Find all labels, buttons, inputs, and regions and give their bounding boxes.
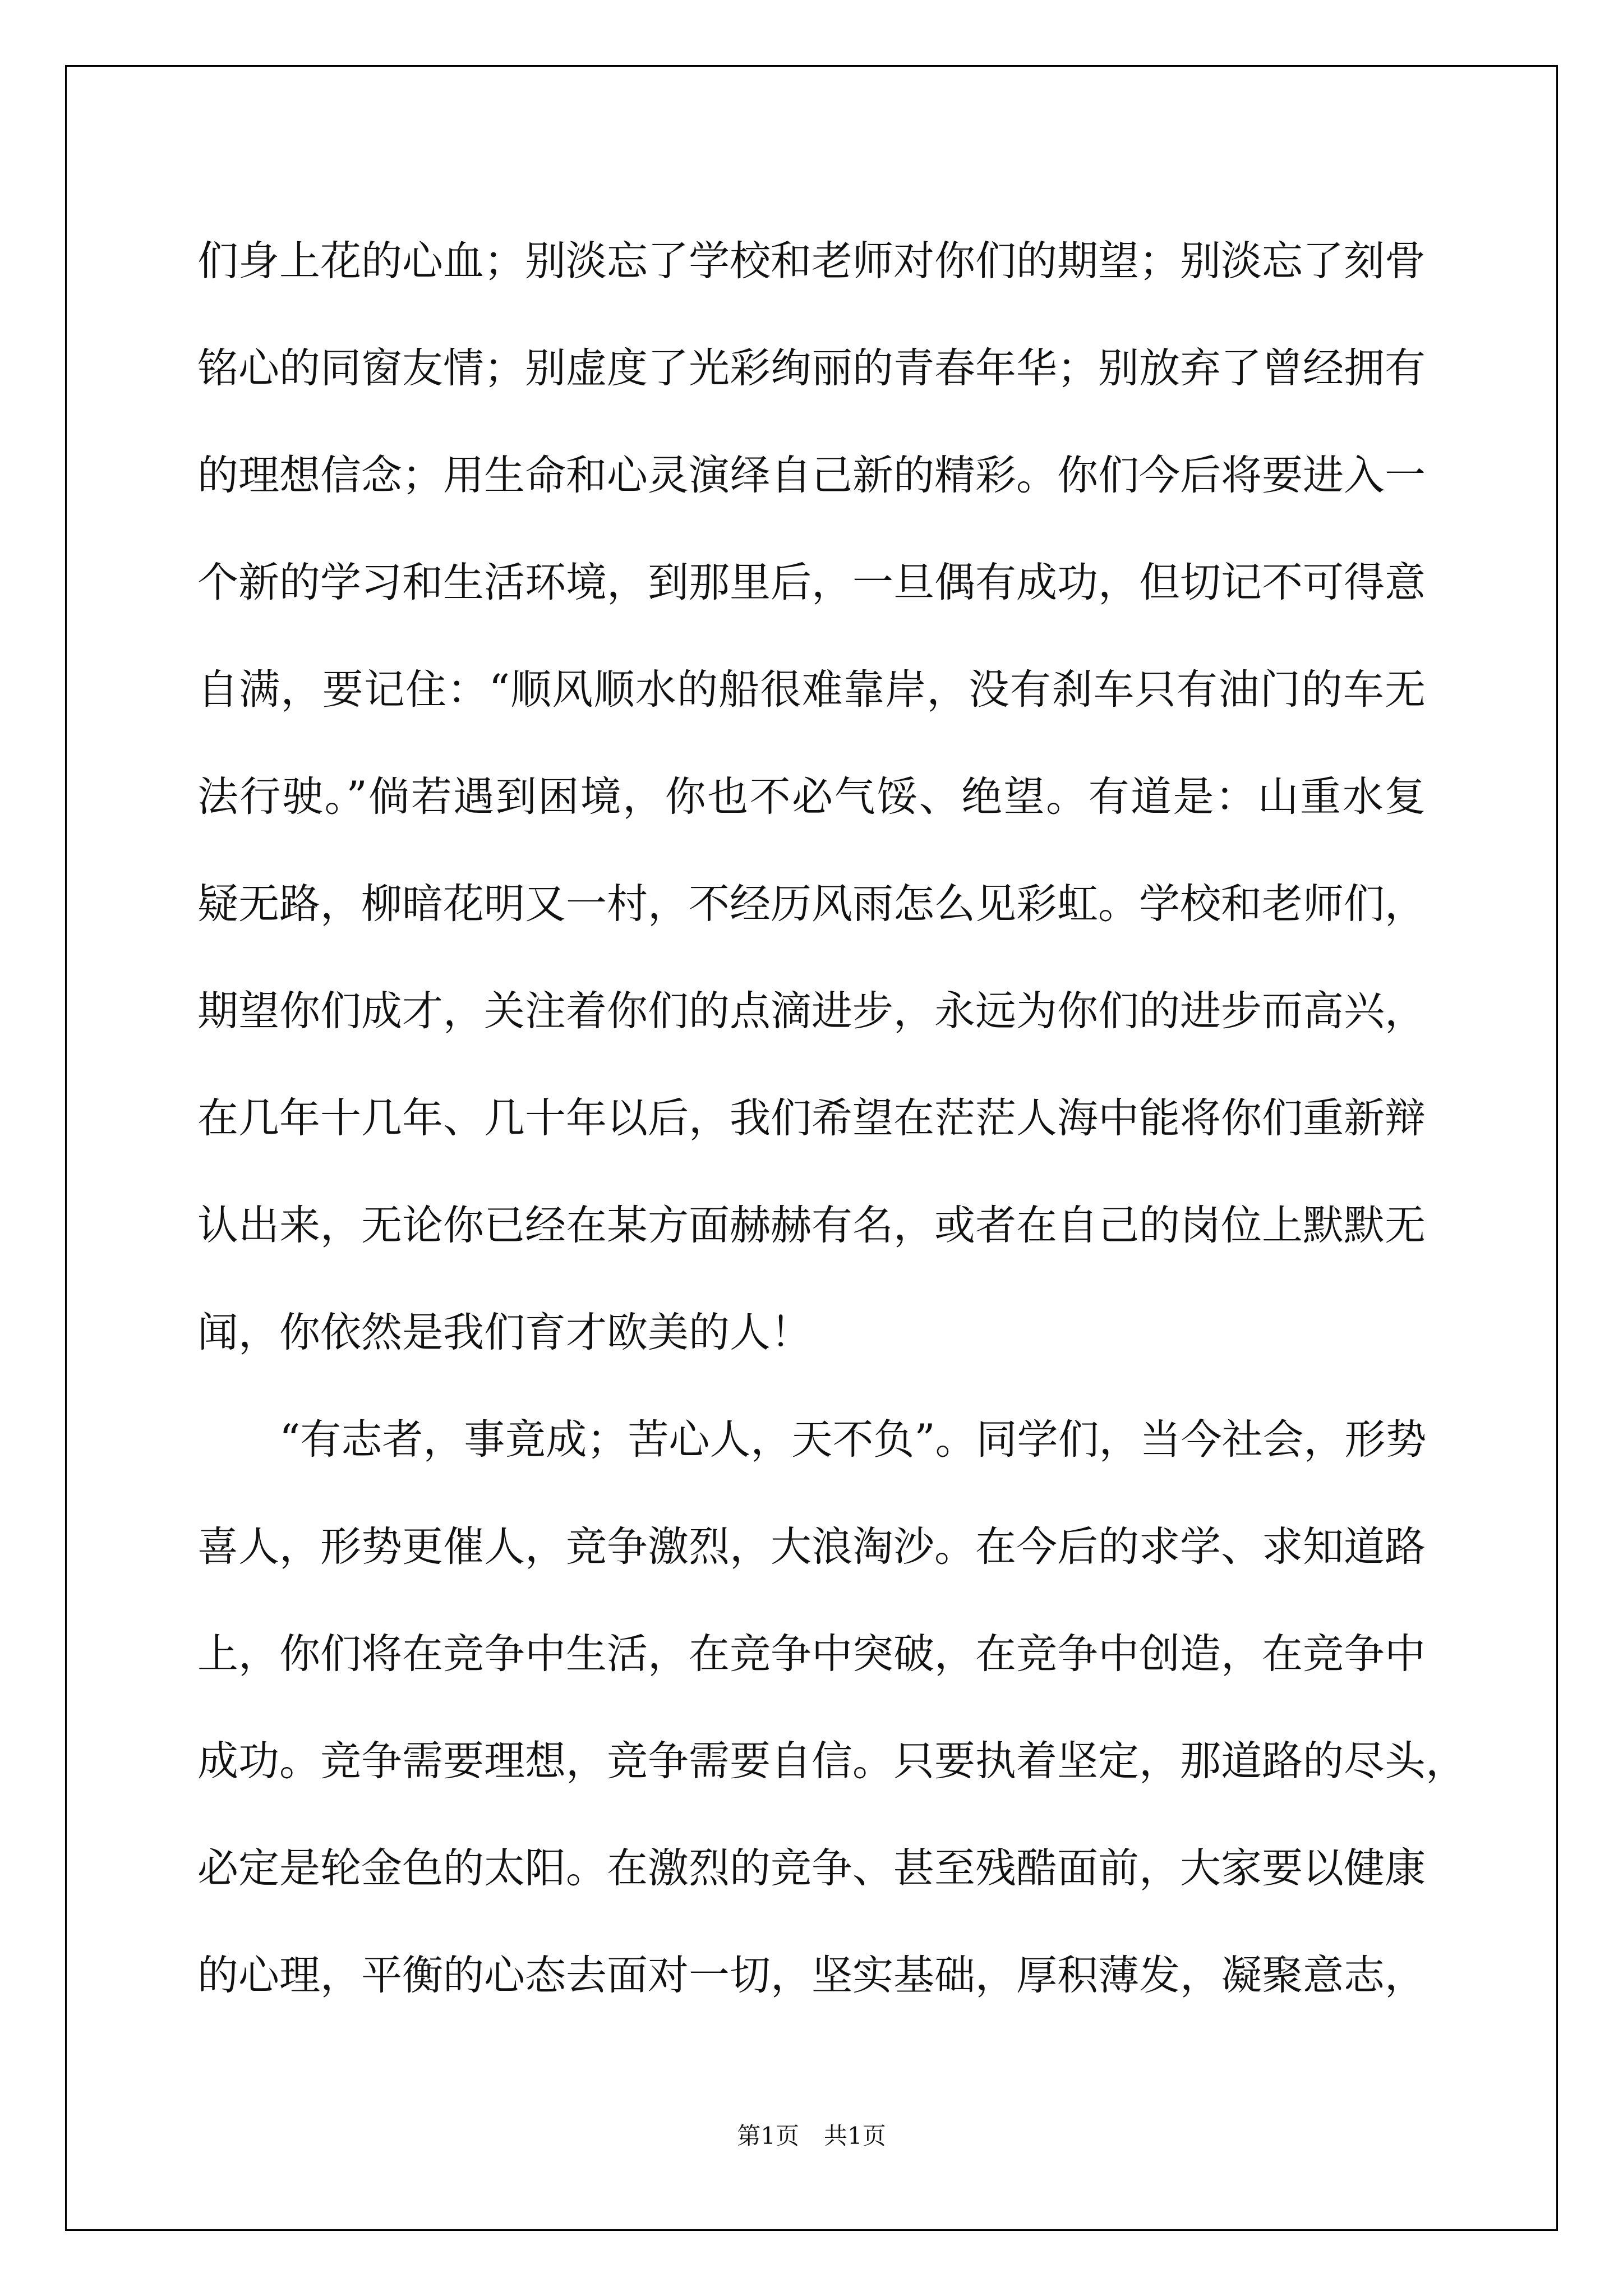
text-line: 自满，要记住：“顺风顺水的船很难靠岸，没有刹车只有油门的车无 (197, 666, 1426, 714)
text-line: 上，你们将在竞争中生活，在竞争中突破，在竞争中创造，在竞争中 (197, 1630, 1426, 1678)
text-line: 的心理，平衡的心态去面对一切，坚实基础，厚积薄发，凝聚意志， (197, 1952, 1426, 1999)
page-footer (0, 2118, 1623, 2151)
text-line: 法行驶。”倘若遇到困境，你也不必气馁、绝望。有道是：山重水复 (197, 773, 1426, 821)
text-line: 们身上花的心血；别淡忘了学校和老师对你们的期望；别淡忘了刻骨 (197, 237, 1426, 285)
text-line: 必定是轮金色的太阳。在激烈的竞争、甚至残酷面前，大家要以健康 (197, 1844, 1426, 1892)
page-total: 共1页 (824, 2122, 886, 2150)
text-line: “有志者，事竟成；苦心人，天不负”。同学们，当今社会，形势 (279, 1416, 1427, 1464)
text-line: 闻，你依然是我们育才欧美的人！ (197, 1309, 811, 1356)
text-line: 的理想信念；用生命和心灵演绎自己新的精彩。你们今后将要进入一 (197, 452, 1426, 499)
text-line: 认出来，无论你已经在某方面赫赫有名，或者在自己的岗位上默默无 (197, 1202, 1426, 1249)
text-line: 期望你们成才，关注着你们的点滴进步，永远为你们的进步而高兴， (197, 987, 1426, 1035)
text-line: 成功。竞争需要理想，竞争需要自信。只要执着坚定，那道路的尽头， (197, 1737, 1467, 1785)
text-line: 疑无路，柳暗花明又一村，不经历风雨怎么见彩虹。学校和老师们， (197, 880, 1426, 928)
text-line: 铭心的同窗友情；别虚度了光彩绚丽的青春年华；别放弃了曾经拥有 (197, 344, 1426, 392)
text-line: 个新的学习和生活环境，到那里后，一旦偶有成功，但切记不可得意 (197, 559, 1426, 606)
document-body (197, 208, 1467, 2029)
text-line: 在几年十几年、几十年以后，我们希望在茫茫人海中能将你们重新辩 (197, 1094, 1426, 1142)
page-number: 第1页 (737, 2122, 799, 2150)
text-line: 喜人，形势更催人，竞争激烈，大浪淘沙。在今后的求学、求知道路 (197, 1523, 1426, 1571)
